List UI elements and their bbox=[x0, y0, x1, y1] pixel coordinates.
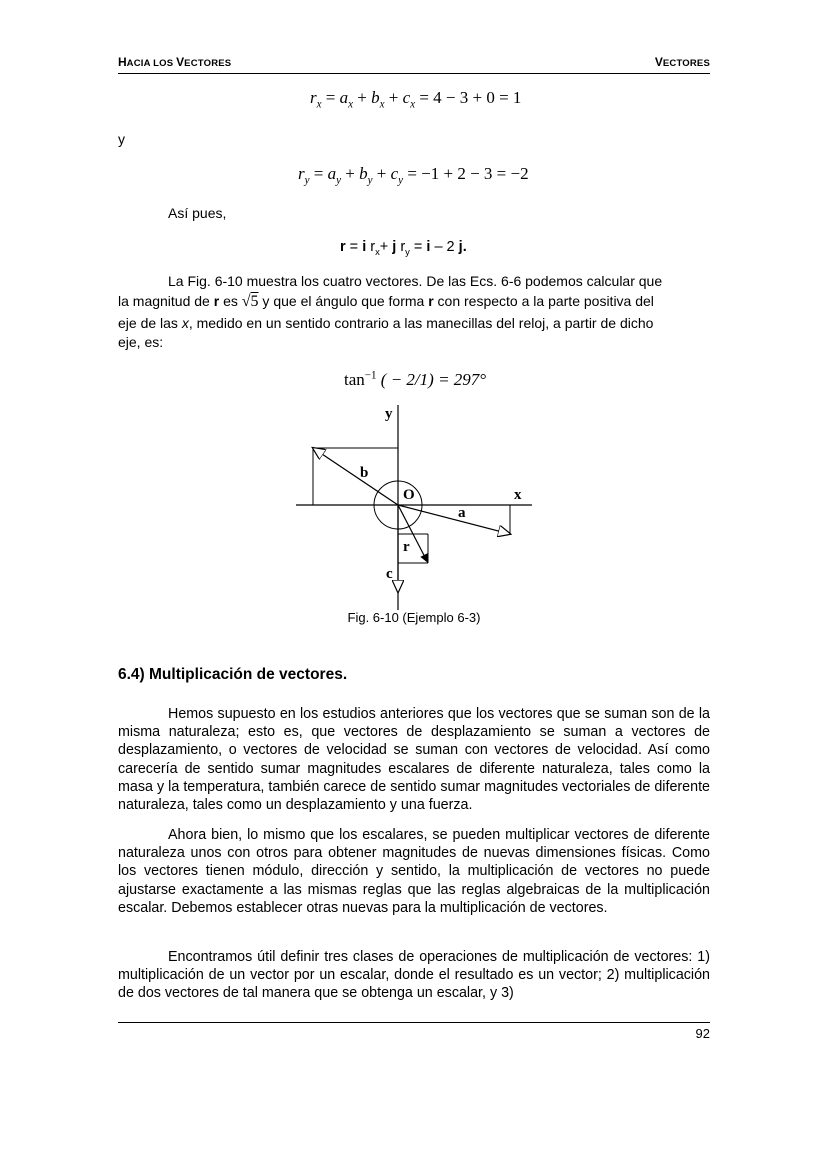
header-right-title: VECTORES bbox=[654, 55, 710, 69]
para-fig-line-3: eje de las x, medido en un sentido contrario a las manecillas del reloj, a partir de dicho bbox=[118, 315, 654, 331]
asi-pues: Así pues, bbox=[168, 205, 227, 221]
origin-label: O bbox=[403, 487, 415, 503]
vector-b bbox=[313, 448, 398, 505]
vector-r-label: r bbox=[403, 539, 410, 555]
para-fig-line-2: la magnitud de r es √5 y que el ángulo que forma r con respecto a la parte positiva del bbox=[118, 293, 654, 310]
tan-equation: $\tan^{-1}$ ( − 2/1) = 297° bbox=[344, 369, 487, 389]
paragraph-2: Ahora bien, lo mismo que los escalares, se pueden multiplicar vectores de diferente naturaleza unos con otros para obtener magnitudes de nuevas dimensiones físicas. Como los vectores tienen módulo, dirección y sentido, la multiplicación de vectores no puede ajustarse exactamente a las mismas reglas que las reglas algebraicas de la multiplicación escalar. Debemos establecer otras nuevas para la multiplicación de vectores. bbox=[118, 827, 710, 916]
paragraph-1: Hemos supuesto en los estudios anteriores que los vectores que se suman son de la misma naturaleza; esto es, que vectores de desplazamiento se suman a vectores de desplazamiento, o vectores de velocidad se suman con vectores de velocidad. Así como carecería de sentido sumar magnitudes escalares de diferente naturaleza, tales como la masa y la temperatura, también carece de sentido sumar magnitudes vectoriales de diferente naturaleza, tales como un desplazamiento y una fuerza. bbox=[118, 706, 710, 814]
vector-b-label: b bbox=[360, 465, 369, 481]
para-fig-line-1: La Fig. 6-10 muestra los cuatro vectores. De las Ecs. 6-6 podemos calcular que bbox=[168, 273, 663, 289]
header-left-title: HACIA LOS VECTORES bbox=[118, 55, 232, 69]
section-heading: 6.4) Multiplicación de vectores. bbox=[118, 666, 348, 683]
page-number: 92 bbox=[695, 1026, 710, 1041]
equation-ry: $r_y = a_y + b_y + c_y = -1 + 2 - 3 = -2$ bbox=[298, 164, 529, 187]
equation-rx: $r_x = a_x + b_x + c_x = 4 - 3 + 0 = 1$ bbox=[310, 88, 522, 111]
x-axis-label: x bbox=[514, 487, 522, 503]
footer-rule bbox=[118, 1022, 710, 1023]
paragraph-3: Encontramos útil definir tres clases de operaciones de multiplicación de vectores: 1) multiplicación de un vector por un escalar, donde el resultado es un vector; 2) multiplicación de dos vectores de tal manera que se obtenga un escalar, y 3) bbox=[118, 949, 710, 1002]
vector-c-label: c bbox=[386, 566, 393, 582]
para-fig-line-4: eje, es: bbox=[118, 334, 164, 350]
vector-a-label: a bbox=[458, 505, 466, 521]
vector-a bbox=[398, 505, 510, 534]
conjunction-y: y bbox=[118, 131, 125, 147]
y-axis-label: y bbox=[385, 406, 393, 422]
figure-caption: Fig. 6-10 (Ejemplo 6-3) bbox=[347, 610, 481, 625]
vector-r-equation: r = i $r_x+ j$ $r_y = i - 2$ j. bbox=[340, 239, 467, 257]
